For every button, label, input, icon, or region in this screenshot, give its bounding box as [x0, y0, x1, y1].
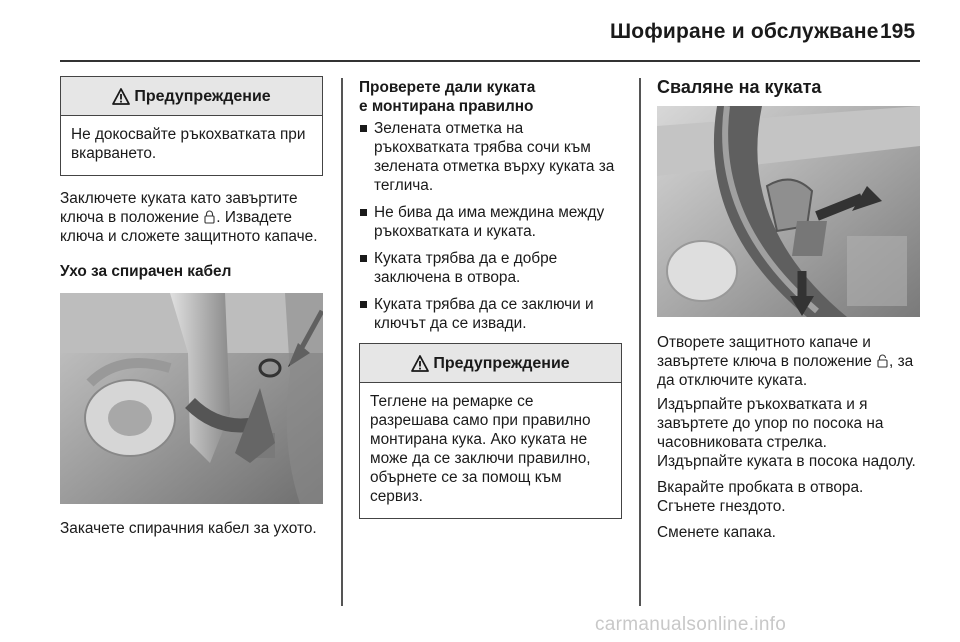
- warning-box: [359, 343, 622, 519]
- paragraph: Издърпайте ръкохватката и я завъртете до упор по посока на часовниковата стрелка.: [657, 396, 884, 451]
- brake-cable-eye-photo: [60, 293, 323, 504]
- warning-heading: Предупреждение: [134, 87, 271, 105]
- header-rule: [60, 60, 920, 62]
- list-item: Куката трябва да се заключи и ключът да се извади.: [359, 295, 622, 333]
- column-1: [60, 76, 323, 550]
- warning-heading: Предупреждение: [433, 354, 570, 372]
- section-heading: Ухо за спирачен кабел: [60, 263, 232, 280]
- column-divider: [341, 78, 343, 606]
- warning-triangle-icon: [112, 88, 130, 105]
- paragraph: Заключете куката като завъртите ключа в положение . Извадете ключа и сложете защитното капаче.: [60, 190, 318, 245]
- paragraph: Сменете капака.: [657, 524, 776, 541]
- list-item: Зелената отметка на ръкохватката трябва сочи към зелената отметка върху куката за теглича.: [359, 119, 622, 195]
- page-header-title: Шофиране и обслужване: [610, 20, 879, 43]
- warning-text: Теглене на ремарке се разрешава само при правилно монтирана кука. Ако куката не може да се заключи правилно, обърнете се за помощ към сервиз.: [370, 393, 591, 505]
- checklist: [359, 119, 622, 333]
- page-number: 195: [880, 20, 916, 43]
- lock-closed-icon: [204, 210, 215, 224]
- warning-text: Не докосвайте ръкохватката при вкарването.: [71, 126, 306, 162]
- column-divider: [639, 78, 641, 606]
- list-item: Не бива да има междина между ръкохватката и куката.: [359, 203, 622, 241]
- watermark: carmanualsonline.info: [595, 614, 787, 635]
- column-2: [359, 78, 622, 519]
- photo-caption: Закачете спирачния кабел за ухото.: [60, 520, 317, 537]
- section-heading: Проверете дали куката е монтирана правилно: [359, 79, 536, 115]
- paragraph: Отворете защитното капаче и завъртете ключа в положение , за да отключите куката.: [657, 334, 914, 389]
- lock-open-icon: [877, 354, 888, 368]
- column-3: [657, 78, 922, 554]
- warning-header: [360, 344, 621, 383]
- section-title: Сваляне на куката: [657, 77, 822, 97]
- paragraph: Издърпайте куката в посока надолу.: [657, 453, 916, 470]
- hook-removal-photo: [657, 106, 920, 317]
- warning-header: [61, 77, 322, 116]
- paragraph: Вкарайте пробката в отвора. Сгънете гнездото.: [657, 479, 864, 515]
- warning-box: [60, 76, 323, 176]
- warning-triangle-icon: [411, 355, 429, 372]
- list-item: Куката трябва да е добре заключена в отвора.: [359, 249, 622, 287]
